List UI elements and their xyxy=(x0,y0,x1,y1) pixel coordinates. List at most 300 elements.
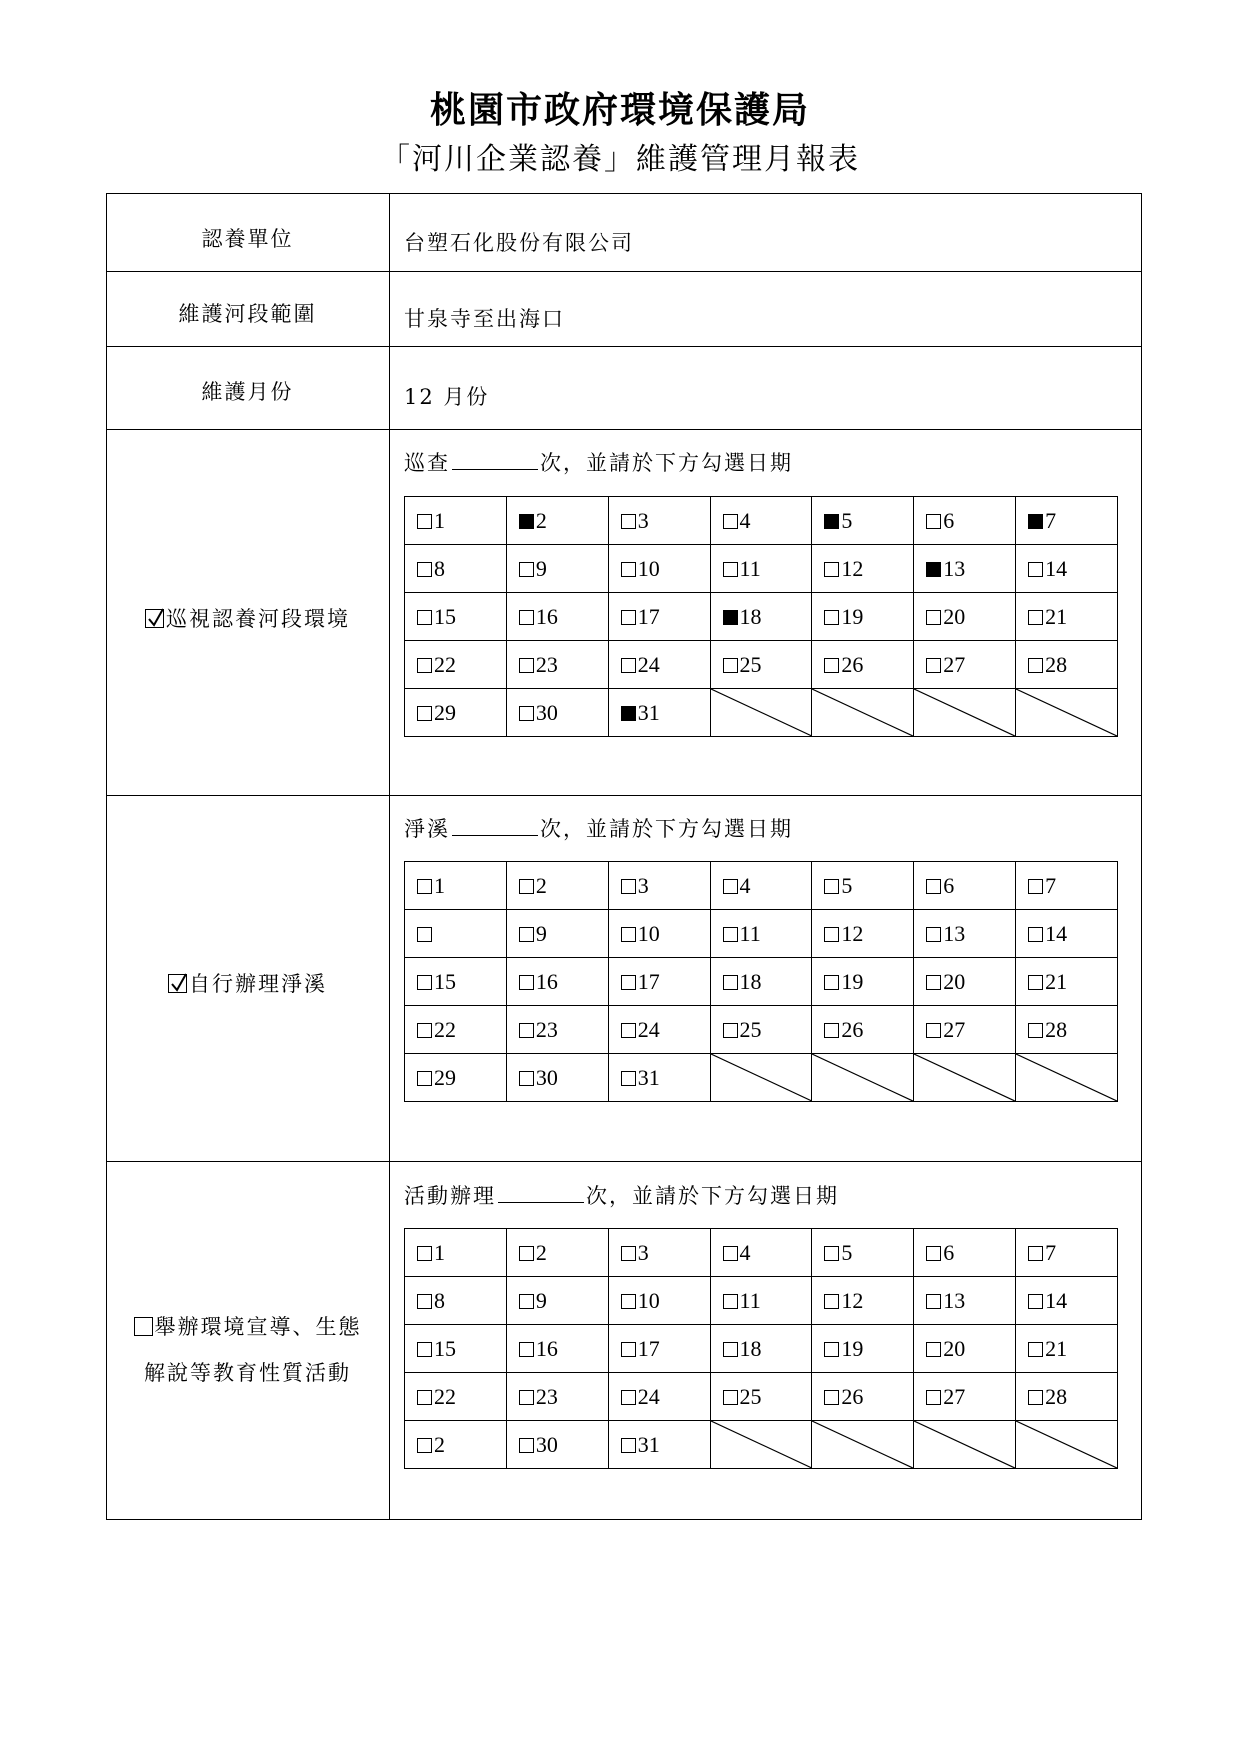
date-cell[interactable] xyxy=(405,958,507,1006)
checkbox-icon[interactable] xyxy=(926,1023,941,1038)
date-cell[interactable] xyxy=(405,641,507,689)
date-number: 9 xyxy=(535,555,547,581)
date-cell[interactable] xyxy=(812,958,914,1006)
date-cell[interactable] xyxy=(506,593,608,641)
checkbox-icon[interactable] xyxy=(519,658,534,673)
date-number: 15 xyxy=(434,603,456,629)
date-cell[interactable] xyxy=(405,1325,507,1373)
date-row xyxy=(405,593,1118,641)
date-number: 10 xyxy=(637,555,660,581)
checkbox-icon[interactable] xyxy=(417,1023,432,1038)
checkbox-icon[interactable] xyxy=(519,610,534,625)
date-cell[interactable] xyxy=(608,1373,710,1421)
checkbox-icon[interactable] xyxy=(417,610,432,625)
checked-checkbox-icon[interactable] xyxy=(145,609,164,628)
date-number: 21 xyxy=(1045,968,1068,994)
checkbox-icon[interactable] xyxy=(621,1438,636,1453)
date-cell[interactable] xyxy=(1016,1277,1118,1325)
date-number: 26 xyxy=(841,651,864,677)
date-cell[interactable] xyxy=(608,497,710,545)
checkbox-icon[interactable] xyxy=(519,1071,534,1086)
checkbox-icon[interactable] xyxy=(621,927,636,942)
date-cell[interactable] xyxy=(812,545,914,593)
date-cell[interactable] xyxy=(608,862,710,910)
diagonal-line-icon xyxy=(711,689,812,736)
date-row xyxy=(405,641,1118,689)
checkbox-icon[interactable] xyxy=(519,1438,534,1453)
checkbox-icon[interactable] xyxy=(621,610,636,625)
checkbox-icon[interactable] xyxy=(1028,1294,1043,1309)
date-cell[interactable] xyxy=(405,1277,507,1325)
checkbox-icon[interactable] xyxy=(519,927,534,942)
diagonal-line-icon xyxy=(914,1421,1015,1468)
date-cell[interactable] xyxy=(608,1277,710,1325)
checkbox-icon[interactable] xyxy=(723,879,738,894)
date-cell[interactable] xyxy=(506,958,608,1006)
date-cell[interactable] xyxy=(710,545,812,593)
date-cell[interactable] xyxy=(914,641,1016,689)
checkbox-icon[interactable] xyxy=(723,975,738,990)
checkbox-icon[interactable] xyxy=(621,1390,636,1405)
date-cell[interactable] xyxy=(710,910,812,958)
checkbox-icon[interactable] xyxy=(926,1342,941,1357)
date-cell[interactable] xyxy=(812,1229,914,1277)
date-number: 2 xyxy=(434,1431,445,1457)
filled-checkbox-icon[interactable] xyxy=(621,706,636,721)
date-cell[interactable] xyxy=(506,1054,608,1102)
checkbox-icon[interactable] xyxy=(1028,975,1043,990)
date-number: 5 xyxy=(841,507,853,533)
section-label xyxy=(106,961,389,1007)
date-cell[interactable] xyxy=(506,862,608,910)
checkbox-icon[interactable] xyxy=(417,514,432,529)
checkbox-icon[interactable] xyxy=(723,927,738,942)
checkbox-icon[interactable] xyxy=(417,658,432,673)
date-number: 31 xyxy=(637,1064,660,1090)
date-number: 26 xyxy=(841,1383,864,1409)
date-number: 19 xyxy=(841,968,864,994)
date-number: 6 xyxy=(943,872,955,898)
empty-cell xyxy=(710,689,812,737)
date-row xyxy=(405,689,1118,737)
section-label-text: 自行辦理淨溪 xyxy=(189,972,327,996)
count-prefix: 巡查 xyxy=(404,451,450,475)
date-cell[interactable] xyxy=(812,1277,914,1325)
date-number: 16 xyxy=(535,1335,558,1361)
section-label xyxy=(106,596,389,642)
date-number: 29 xyxy=(434,1064,456,1090)
checkbox-icon[interactable] xyxy=(621,1246,636,1261)
date-number: 3 xyxy=(637,507,649,533)
date-cell[interactable] xyxy=(710,1006,812,1054)
checkbox-icon[interactable] xyxy=(824,658,839,673)
date-cell[interactable] xyxy=(1016,1229,1118,1277)
date-cell[interactable] xyxy=(1016,958,1118,1006)
date-cell[interactable] xyxy=(405,1229,507,1277)
empty-cell xyxy=(914,1421,1016,1469)
date-cell[interactable] xyxy=(812,1373,914,1421)
count-prefix: 活動辦理 xyxy=(404,1184,496,1208)
checkbox-icon[interactable] xyxy=(519,1246,534,1261)
date-cell[interactable] xyxy=(914,1006,1016,1054)
page-subtitle: 「河川企業認養」維護管理月報表 xyxy=(380,142,860,177)
date-number: 18 xyxy=(739,1335,762,1361)
count-blank[interactable] xyxy=(498,1180,584,1203)
date-number: 30 xyxy=(535,1064,558,1090)
section-label xyxy=(106,1350,389,1396)
checkbox-icon[interactable] xyxy=(723,1246,738,1261)
checked-checkbox-icon[interactable] xyxy=(168,974,187,993)
date-cell[interactable] xyxy=(405,497,507,545)
checkbox-icon[interactable] xyxy=(824,562,839,577)
checkbox-icon[interactable] xyxy=(1028,1390,1043,1405)
date-number: 17 xyxy=(637,603,660,629)
date-cell[interactable] xyxy=(812,641,914,689)
checkbox-icon[interactable] xyxy=(824,1390,839,1405)
date-cell[interactable] xyxy=(405,1373,507,1421)
date-cell[interactable] xyxy=(608,958,710,1006)
checkbox-icon[interactable] xyxy=(519,975,534,990)
date-row xyxy=(405,862,1118,910)
row-divider xyxy=(106,271,1142,272)
date-number: 25 xyxy=(739,1016,762,1042)
date-cell[interactable] xyxy=(405,689,507,737)
date-cell[interactable] xyxy=(608,689,710,737)
date-number: 27 xyxy=(943,1016,966,1042)
checkbox-icon[interactable] xyxy=(621,879,636,894)
checkbox-icon[interactable] xyxy=(926,1390,941,1405)
date-number: 20 xyxy=(943,603,966,629)
checkbox-icon[interactable] xyxy=(926,610,941,625)
date-cell[interactable] xyxy=(710,1325,812,1373)
checkbox-icon[interactable] xyxy=(417,562,432,577)
count-blank[interactable] xyxy=(452,813,538,836)
diagonal-line-icon xyxy=(1016,1421,1117,1468)
date-cell[interactable] xyxy=(1016,1006,1118,1054)
date-cell[interactable] xyxy=(608,1229,710,1277)
date-number: 22 xyxy=(434,651,456,677)
date-cell[interactable] xyxy=(1016,497,1118,545)
date-number: 29 xyxy=(434,699,456,725)
checkbox-icon[interactable] xyxy=(1028,879,1043,894)
checkbox-icon[interactable] xyxy=(824,610,839,625)
date-cell[interactable] xyxy=(812,910,914,958)
date-cell[interactable] xyxy=(608,1054,710,1102)
checkbox-icon[interactable] xyxy=(1028,1023,1043,1038)
date-number: 8 xyxy=(434,1287,445,1313)
date-number: 20 xyxy=(943,1335,966,1361)
checkbox-icon[interactable] xyxy=(824,879,839,894)
filled-checkbox-icon[interactable] xyxy=(723,610,738,625)
date-cell[interactable] xyxy=(812,497,914,545)
date-cell[interactable] xyxy=(506,1277,608,1325)
diagonal-line-icon xyxy=(812,1421,913,1468)
date-cell[interactable] xyxy=(710,1373,812,1421)
checkbox-icon[interactable] xyxy=(519,706,534,721)
checkbox-icon[interactable] xyxy=(417,706,432,721)
date-row xyxy=(405,1277,1118,1325)
checkbox-icon[interactable] xyxy=(417,1390,432,1405)
date-cell[interactable] xyxy=(1016,593,1118,641)
checkbox-icon[interactable] xyxy=(824,1342,839,1357)
checkbox-icon[interactable] xyxy=(723,658,738,673)
month-label: 維護月份 xyxy=(201,380,294,404)
date-cell[interactable] xyxy=(914,862,1016,910)
checkbox-icon[interactable] xyxy=(926,658,941,673)
checkbox-icon[interactable] xyxy=(723,1342,738,1357)
section-label-text: 舉辦環境宣導、生態 xyxy=(154,1315,362,1339)
checkbox-icon[interactable] xyxy=(621,562,636,577)
count-suffix: 次，並請於下方勾選日期 xyxy=(540,817,793,841)
date-number: 2 xyxy=(535,1239,547,1265)
date-cell[interactable] xyxy=(710,862,812,910)
checkbox-icon[interactable] xyxy=(824,1294,839,1309)
date-cell[interactable] xyxy=(710,1277,812,1325)
date-number: 26 xyxy=(841,1016,864,1042)
date-number: 6 xyxy=(943,1239,955,1265)
date-cell[interactable] xyxy=(405,910,507,958)
date-number: 16 xyxy=(535,603,558,629)
date-cell[interactable] xyxy=(914,1373,1016,1421)
date-number: 5 xyxy=(841,1239,853,1265)
date-number: 23 xyxy=(535,1016,558,1042)
date-number: 15 xyxy=(434,968,456,994)
date-row xyxy=(405,497,1118,545)
date-number: 9 xyxy=(535,1287,547,1313)
date-number: 21 xyxy=(1045,1335,1068,1361)
date-cell[interactable] xyxy=(608,910,710,958)
checkbox-icon[interactable] xyxy=(417,927,432,942)
date-number: 17 xyxy=(637,968,660,994)
checkbox-icon[interactable] xyxy=(926,1294,941,1309)
date-cell[interactable] xyxy=(405,545,507,593)
checkbox-icon[interactable] xyxy=(417,1071,432,1086)
date-cell[interactable] xyxy=(506,689,608,737)
checkbox-icon[interactable] xyxy=(621,1023,636,1038)
date-number: 18 xyxy=(739,603,762,629)
checkbox-icon[interactable] xyxy=(621,514,636,529)
date-row xyxy=(405,910,1118,958)
date-cell[interactable] xyxy=(914,1277,1016,1325)
date-number: 27 xyxy=(943,651,966,677)
date-cell[interactable] xyxy=(812,1006,914,1054)
date-number: 28 xyxy=(1045,1016,1068,1042)
checkbox-icon[interactable] xyxy=(621,1342,636,1357)
date-number: 3 xyxy=(637,1239,649,1265)
checkbox-icon[interactable] xyxy=(621,658,636,673)
date-grid xyxy=(404,861,1118,1102)
date-cell[interactable] xyxy=(405,862,507,910)
date-number: 10 xyxy=(637,1287,660,1313)
date-number: 24 xyxy=(637,1016,660,1042)
date-cell[interactable] xyxy=(608,593,710,641)
date-cell[interactable] xyxy=(1016,910,1118,958)
checkbox-icon[interactable] xyxy=(926,927,941,942)
filled-checkbox-icon[interactable] xyxy=(824,514,839,529)
date-cell[interactable] xyxy=(914,1229,1016,1277)
date-row xyxy=(405,1006,1118,1054)
date-number: 21 xyxy=(1045,603,1068,629)
date-cell[interactable] xyxy=(1016,1373,1118,1421)
checkbox-icon[interactable] xyxy=(519,1390,534,1405)
date-cell[interactable] xyxy=(710,1229,812,1277)
unit-value[interactable]: 台塑石化股份有限公司 xyxy=(404,231,634,255)
checkbox-icon[interactable] xyxy=(519,1023,534,1038)
date-cell[interactable] xyxy=(710,593,812,641)
checkbox-icon[interactable] xyxy=(723,514,738,529)
date-number: 7 xyxy=(1045,507,1057,533)
checkbox-icon[interactable] xyxy=(417,1294,432,1309)
checkbox-icon[interactable] xyxy=(926,514,941,529)
date-cell[interactable] xyxy=(1016,1325,1118,1373)
date-number: 9 xyxy=(535,920,547,946)
checkbox-icon[interactable] xyxy=(926,1246,941,1261)
date-cell[interactable] xyxy=(405,1054,507,1102)
checkbox-icon[interactable] xyxy=(1028,1342,1043,1357)
row-divider xyxy=(106,346,1142,347)
checkbox-icon[interactable] xyxy=(417,975,432,990)
checkbox-icon[interactable] xyxy=(723,1294,738,1309)
date-number: 14 xyxy=(1045,920,1068,946)
date-number: 11 xyxy=(739,920,761,946)
date-cell[interactable] xyxy=(812,862,914,910)
checkbox-icon[interactable] xyxy=(1028,658,1043,673)
checkbox-icon[interactable] xyxy=(1028,562,1043,577)
filled-checkbox-icon[interactable] xyxy=(519,514,534,529)
checkbox-icon[interactable] xyxy=(1028,610,1043,625)
unit-label: 認養單位 xyxy=(201,227,294,251)
date-number: 28 xyxy=(1045,651,1068,677)
date-cell[interactable] xyxy=(914,545,1016,593)
date-number: 30 xyxy=(535,1431,558,1457)
empty-cell xyxy=(812,1054,914,1102)
checkbox-icon[interactable] xyxy=(417,1246,432,1261)
date-cell[interactable] xyxy=(710,641,812,689)
date-number: 22 xyxy=(434,1383,456,1409)
date-number: 23 xyxy=(535,1383,558,1409)
date-cell[interactable] xyxy=(608,1421,710,1469)
date-cell[interactable] xyxy=(506,1229,608,1277)
date-number: 27 xyxy=(943,1383,966,1409)
date-cell[interactable] xyxy=(608,1006,710,1054)
date-cell[interactable] xyxy=(710,497,812,545)
checkbox-icon[interactable] xyxy=(1028,1246,1043,1261)
date-cell[interactable] xyxy=(812,1325,914,1373)
date-cell[interactable] xyxy=(914,1325,1016,1373)
count-line xyxy=(404,813,793,843)
date-number: 7 xyxy=(1045,1239,1057,1265)
date-number: 31 xyxy=(637,1431,660,1457)
month-value[interactable]: 12 月份 xyxy=(404,385,490,409)
checkbox-icon[interactable] xyxy=(723,1023,738,1038)
date-number: 22 xyxy=(434,1016,456,1042)
empty-cell xyxy=(1016,1054,1118,1102)
date-number: 31 xyxy=(637,699,660,725)
checkbox-icon[interactable] xyxy=(824,975,839,990)
checkbox-icon[interactable] xyxy=(519,562,534,577)
date-cell[interactable] xyxy=(1016,862,1118,910)
date-number: 13 xyxy=(943,920,966,946)
date-number: 20 xyxy=(943,968,966,994)
date-number: 18 xyxy=(739,968,762,994)
empty-cell xyxy=(1016,1421,1118,1469)
date-number: 12 xyxy=(841,555,864,581)
checkbox-icon[interactable] xyxy=(824,927,839,942)
date-number: 16 xyxy=(535,968,558,994)
date-cell[interactable] xyxy=(506,497,608,545)
date-cell[interactable] xyxy=(914,958,1016,1006)
date-number: 24 xyxy=(637,651,660,677)
checkbox-icon[interactable] xyxy=(417,1342,432,1357)
checkbox-icon[interactable] xyxy=(519,1294,534,1309)
date-cell[interactable] xyxy=(608,641,710,689)
date-cell[interactable] xyxy=(914,910,1016,958)
date-cell[interactable] xyxy=(405,1421,507,1469)
diagonal-line-icon xyxy=(711,1054,812,1101)
range-label: 維護河段範圍 xyxy=(178,302,317,326)
date-row xyxy=(405,1325,1118,1373)
date-row xyxy=(405,958,1118,1006)
checkbox-icon[interactable] xyxy=(417,879,432,894)
filled-checkbox-icon[interactable] xyxy=(926,562,941,577)
checkbox-icon[interactable] xyxy=(621,1071,636,1086)
date-cell[interactable] xyxy=(506,1006,608,1054)
date-cell[interactable] xyxy=(608,545,710,593)
checkbox-icon[interactable] xyxy=(134,1317,153,1336)
date-cell[interactable] xyxy=(506,641,608,689)
date-cell[interactable] xyxy=(710,958,812,1006)
checkbox-icon[interactable] xyxy=(519,1342,534,1357)
count-line xyxy=(404,447,793,477)
checkbox-icon[interactable] xyxy=(926,975,941,990)
checkbox-icon[interactable] xyxy=(417,1438,432,1453)
checkbox-icon[interactable] xyxy=(1028,927,1043,942)
date-number: 23 xyxy=(535,651,558,677)
date-number: 12 xyxy=(841,920,864,946)
date-cell[interactable] xyxy=(405,1006,507,1054)
date-cell[interactable] xyxy=(812,593,914,641)
date-cell[interactable] xyxy=(506,545,608,593)
checkbox-icon[interactable] xyxy=(824,1023,839,1038)
checkbox-icon[interactable] xyxy=(824,1246,839,1261)
date-number: 30 xyxy=(535,699,558,725)
section-label-text: 解說等教育性質活動 xyxy=(144,1361,351,1385)
checkbox-icon[interactable] xyxy=(621,975,636,990)
date-cell[interactable] xyxy=(405,593,507,641)
date-cell[interactable] xyxy=(506,1325,608,1373)
date-cell[interactable] xyxy=(914,593,1016,641)
checkbox-icon[interactable] xyxy=(926,879,941,894)
date-cell[interactable] xyxy=(914,497,1016,545)
date-number: 4 xyxy=(739,1239,751,1265)
filled-checkbox-icon[interactable] xyxy=(1028,514,1043,529)
date-number: 12 xyxy=(841,1287,864,1313)
checkbox-icon[interactable] xyxy=(723,1390,738,1405)
checkbox-icon[interactable] xyxy=(519,879,534,894)
date-cell[interactable] xyxy=(506,910,608,958)
checkbox-icon[interactable] xyxy=(723,562,738,577)
date-cell[interactable] xyxy=(608,1325,710,1373)
date-cell[interactable] xyxy=(1016,545,1118,593)
page-title: 桃園市政府環境保護局 xyxy=(429,89,810,131)
checkbox-icon[interactable] xyxy=(621,1294,636,1309)
date-cell[interactable] xyxy=(506,1421,608,1469)
date-number: 4 xyxy=(739,872,751,898)
range-value[interactable]: 甘泉寺至出海口 xyxy=(404,307,565,331)
date-cell[interactable] xyxy=(1016,641,1118,689)
count-blank[interactable] xyxy=(452,447,538,470)
date-cell[interactable] xyxy=(506,1373,608,1421)
